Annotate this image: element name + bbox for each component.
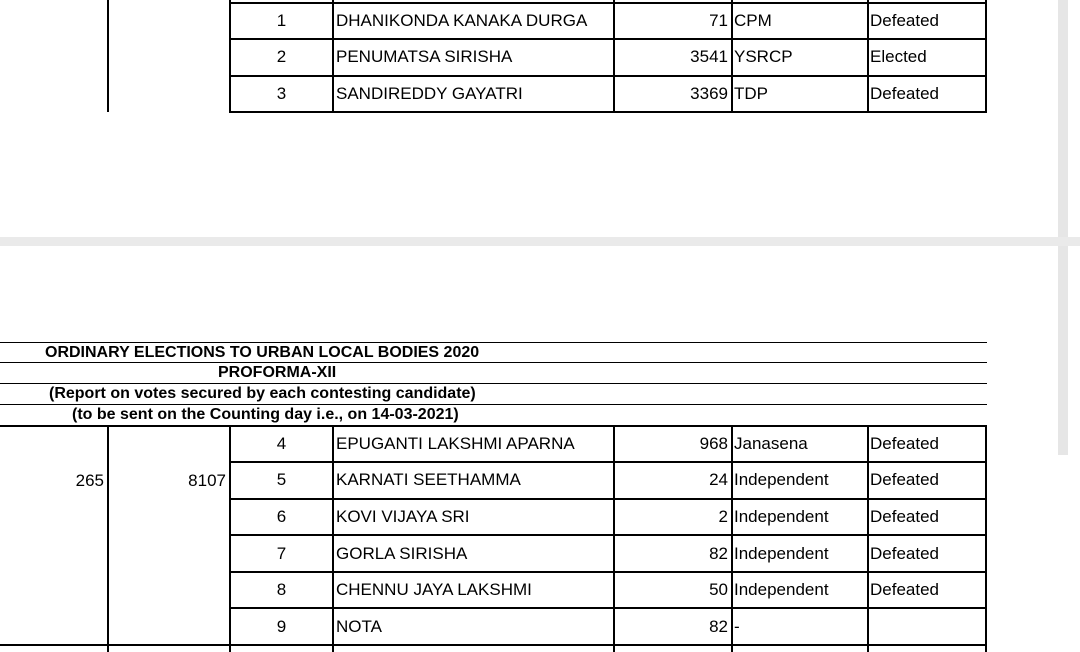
result-status: Defeated: [870, 544, 939, 563]
party-name: Independent: [734, 507, 829, 526]
page-separator: [0, 237, 1080, 246]
votes-secured: 3541: [690, 47, 728, 66]
party-name: Independent: [734, 580, 829, 599]
votes-secured: 968: [699, 434, 728, 453]
proforma-title: PROFORMA-XII: [218, 364, 337, 381]
table-border: [985, 0, 987, 113]
party-name: Independent: [734, 544, 829, 563]
candidate-name: KARNATI SEETHAMMA: [336, 470, 521, 489]
result-status: Defeated: [870, 580, 939, 599]
serial-number: 9: [276, 617, 287, 636]
report-title: ORDINARY ELECTIONS TO URBAN LOCAL BODIES 2020: [45, 344, 480, 361]
report-date-note: (to be sent on the Counting day i.e., on 14-03-2021): [72, 406, 459, 423]
table-border: [229, 2, 987, 4]
party-name: CPM: [734, 11, 772, 30]
table-border: [0, 644, 987, 646]
serial-number: 1: [276, 11, 287, 30]
table-border: [107, 425, 109, 652]
table-border: [867, 0, 869, 113]
votes-secured: 50: [709, 580, 728, 599]
votes-secured: 71: [709, 11, 728, 30]
serial-number: 7: [276, 544, 287, 563]
result-status: Defeated: [870, 11, 939, 30]
scrollbar[interactable]: [1058, 0, 1068, 455]
header-rule: [0, 362, 987, 363]
table-border: [0, 425, 987, 427]
report-subtitle: (Report on votes secured by each contesting candidate): [49, 385, 476, 402]
votes-secured: 82: [709, 617, 728, 636]
table-border: [731, 425, 733, 652]
result-status: Defeated: [870, 84, 939, 103]
table-border: [229, 38, 987, 40]
serial-number: 8: [276, 580, 287, 599]
party-name: TDP: [734, 84, 768, 103]
result-status: Elected: [870, 47, 927, 66]
candidate-name: SANDIREDDY GAYATRI: [336, 84, 523, 103]
table-border: [229, 111, 987, 113]
table-border: [229, 607, 987, 609]
table-border: [332, 425, 334, 652]
total-votes-value: 8107: [188, 471, 226, 490]
votes-secured: 24: [709, 470, 728, 489]
result-status: Defeated: [870, 434, 939, 453]
votes-secured: 3369: [690, 84, 728, 103]
candidate-name: EPUGANTI LAKSHMI APARNA: [336, 434, 575, 453]
ward-value: 265: [75, 471, 104, 490]
serial-number: 6: [276, 507, 287, 526]
table-border: [229, 534, 987, 536]
table-border: [229, 571, 987, 573]
table-border: [229, 461, 987, 463]
candidate-name: NOTA: [336, 617, 382, 636]
votes-secured: 82: [709, 544, 728, 563]
table-border: [229, 498, 987, 500]
result-status: Defeated: [870, 470, 939, 489]
serial-number: 5: [276, 470, 287, 489]
candidate-name: PENUMATSA SIRISHA: [336, 47, 513, 66]
candidate-name: GORLA SIRISHA: [336, 544, 468, 563]
party-name: Janasena: [734, 434, 808, 453]
party-name: Independent: [734, 470, 829, 489]
party-name: -: [734, 617, 740, 636]
table-border: [985, 425, 987, 652]
table-border: [731, 0, 733, 113]
table-border: [332, 0, 334, 113]
serial-number: 2: [276, 47, 287, 66]
table-border: [229, 75, 987, 77]
candidate-name: KOVI VIJAYA SRI: [336, 507, 470, 526]
party-name: YSRCP: [734, 47, 793, 66]
serial-number: 3: [276, 84, 287, 103]
candidate-name: CHENNU JAYA LAKSHMI: [336, 580, 532, 599]
table-border: [107, 0, 109, 112]
table-border: [867, 425, 869, 652]
serial-number: 4: [276, 434, 287, 453]
result-status: Defeated: [870, 507, 939, 526]
votes-secured: 2: [718, 507, 728, 526]
candidate-name: DHANIKONDA KANAKA DURGA: [336, 11, 588, 30]
